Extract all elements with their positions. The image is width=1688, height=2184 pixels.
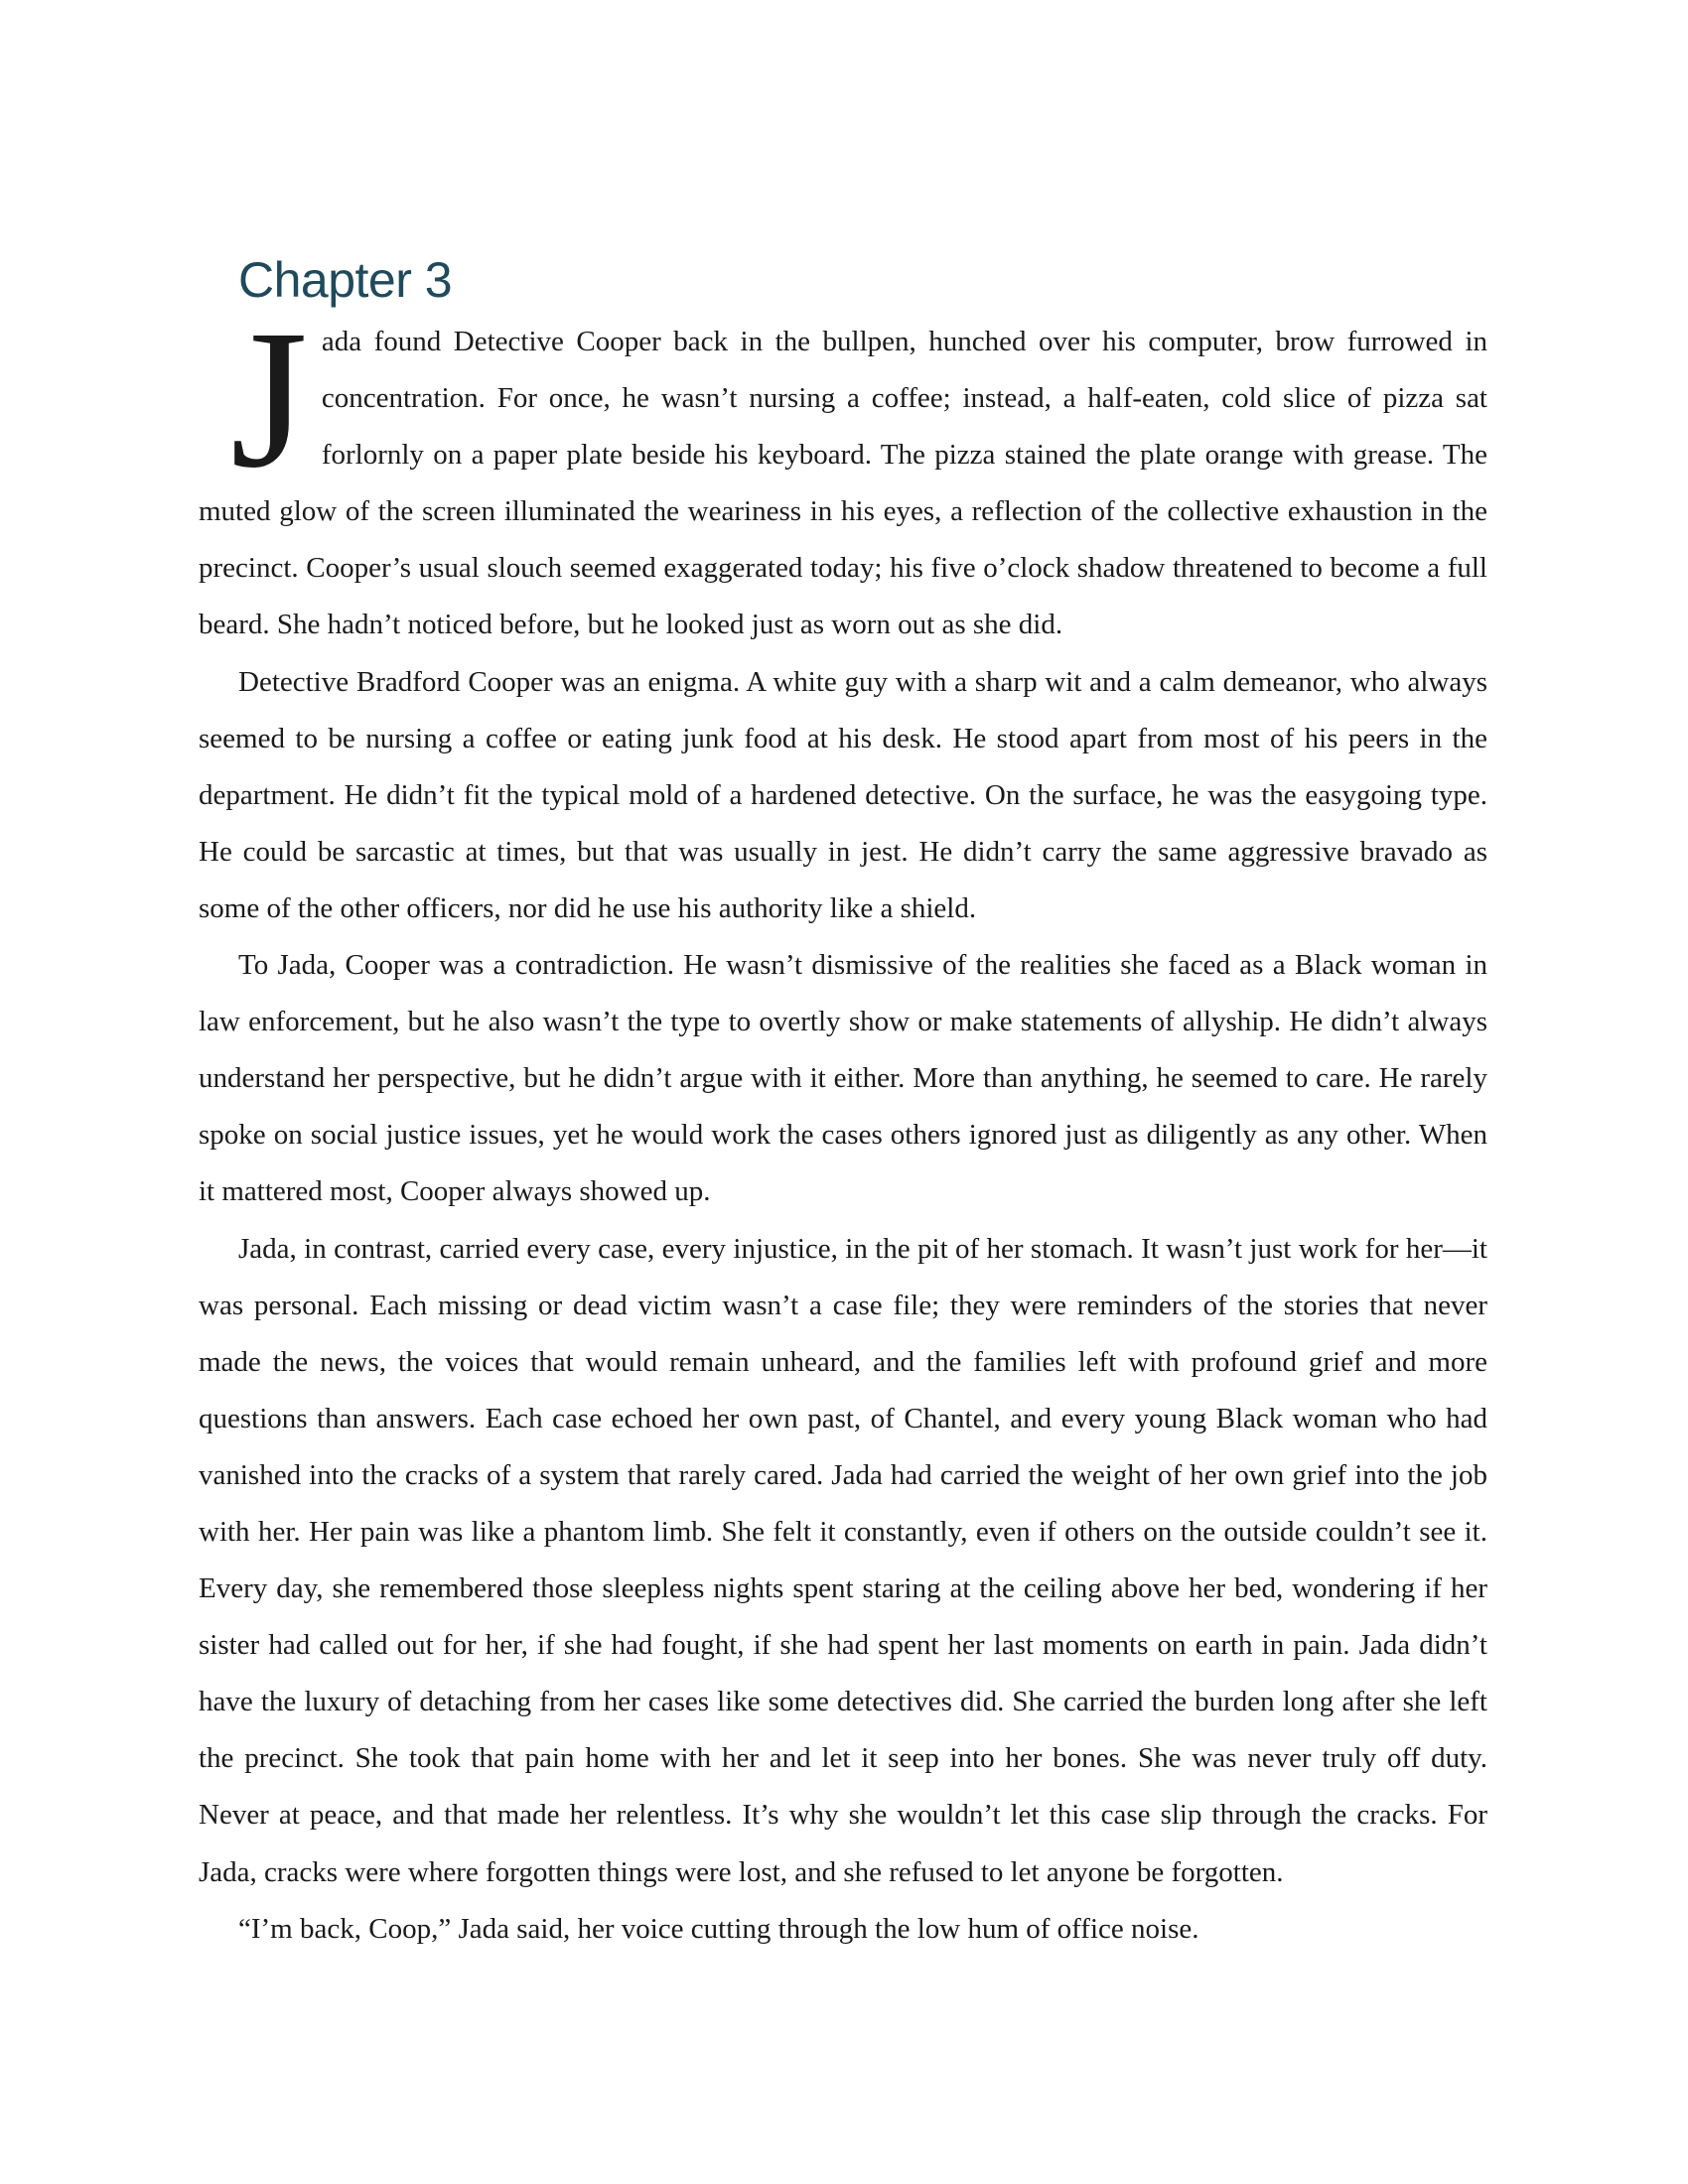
drop-cap: J xyxy=(230,290,308,509)
chapter-title: Chapter 3 xyxy=(238,252,453,308)
paragraph-1 xyxy=(199,290,1487,654)
paragraph-3: To Jada, Cooper was a contradiction. He wasn’t dismissive of the realities she faced as a Black woman in law enforcement, but he also wasn’t the type to overtly show or make statements of allyship. He didn’t always understand her perspective, but he didn’t argue with it either. More than anything, he seemed to care. He rarely spoke on social justice issues, yet he would work the cases others ignored just as diligently as any other. When it mattered most, Cooper always showed up. xyxy=(199,949,1487,1208)
chapter-body xyxy=(199,290,1487,1958)
paragraph-2: Detective Bradford Cooper was an enigma. A white guy with a sharp wit and a calm demeanor, who always seemed to be nursing a coffee or eating junk food at his desk. He stood apart from most of his peers in the department. He didn’t fit the typical mold of a hardened detective. On the surface, he was the easygoing type. He could be sarcastic at times, but that was usually in jest. He didn’t carry the same aggressive bravado as some of the other officers, nor did he use his authority like a shield. xyxy=(199,665,1487,924)
paragraph-1-text: ada found Detective Cooper back in the bullpen, hunched over his computer, brow furrowed in concentration. For once, he wasn’t nursing a coffee; instead, a half-eaten, cold slice of pizza sat forlornly on a paper plate beside his keyboard. The pizza stained the plate orange with grease. The muted glow of the screen illuminated the weariness in his eyes, a reflection of the collective exhaustion in the precinct. Cooper’s usual slouch seemed exaggerated today; his five o’clock shadow threatened to become a full beard. She hadn’t noticed before, but he looked just as worn out as she did. xyxy=(199,326,1487,641)
paragraph-5: “I’m back, Coop,” Jada said, her voice cutting through the low hum of office noise. xyxy=(238,1912,1199,1945)
paragraph-4: Jada, in contrast, carried every case, every injustice, in the pit of her stomach. It wasn’t just work for her—it was personal. Each missing or dead victim wasn’t a case file; they were reminders of the stories that never made the news, the voices that would remain unheard, and the families left with profound grief and more questions than answers. Each case echoed her own past, of Chantel, and every young Black woman who had vanished into the cracks of a system that rarely cared. Jada had carried the weight of her own grief into the job with her. Her pain was like a phantom limb. She felt it constantly, even if others on the outside couldn’t see it. Every day, she remembered those sleepless nights spent staring at the ceiling above her bed, wondering if her sister had called out for her, if she had fought, if she had spent her last moments on earth in pain. Jada didn’t have the luxury of detaching from her cases like some detectives did. She carried the burden long after she left the precinct. She took that pain home with her and let it seep into her bones. She was never truly off duty. Never at peace, and that made her relentless. It’s why she wouldn’t let this case slip through the cracks. For Jada, cracks were where forgotten things were lost, and she refused to let anyone be forgotten. xyxy=(199,1232,1487,1888)
document-page xyxy=(199,248,1487,1958)
